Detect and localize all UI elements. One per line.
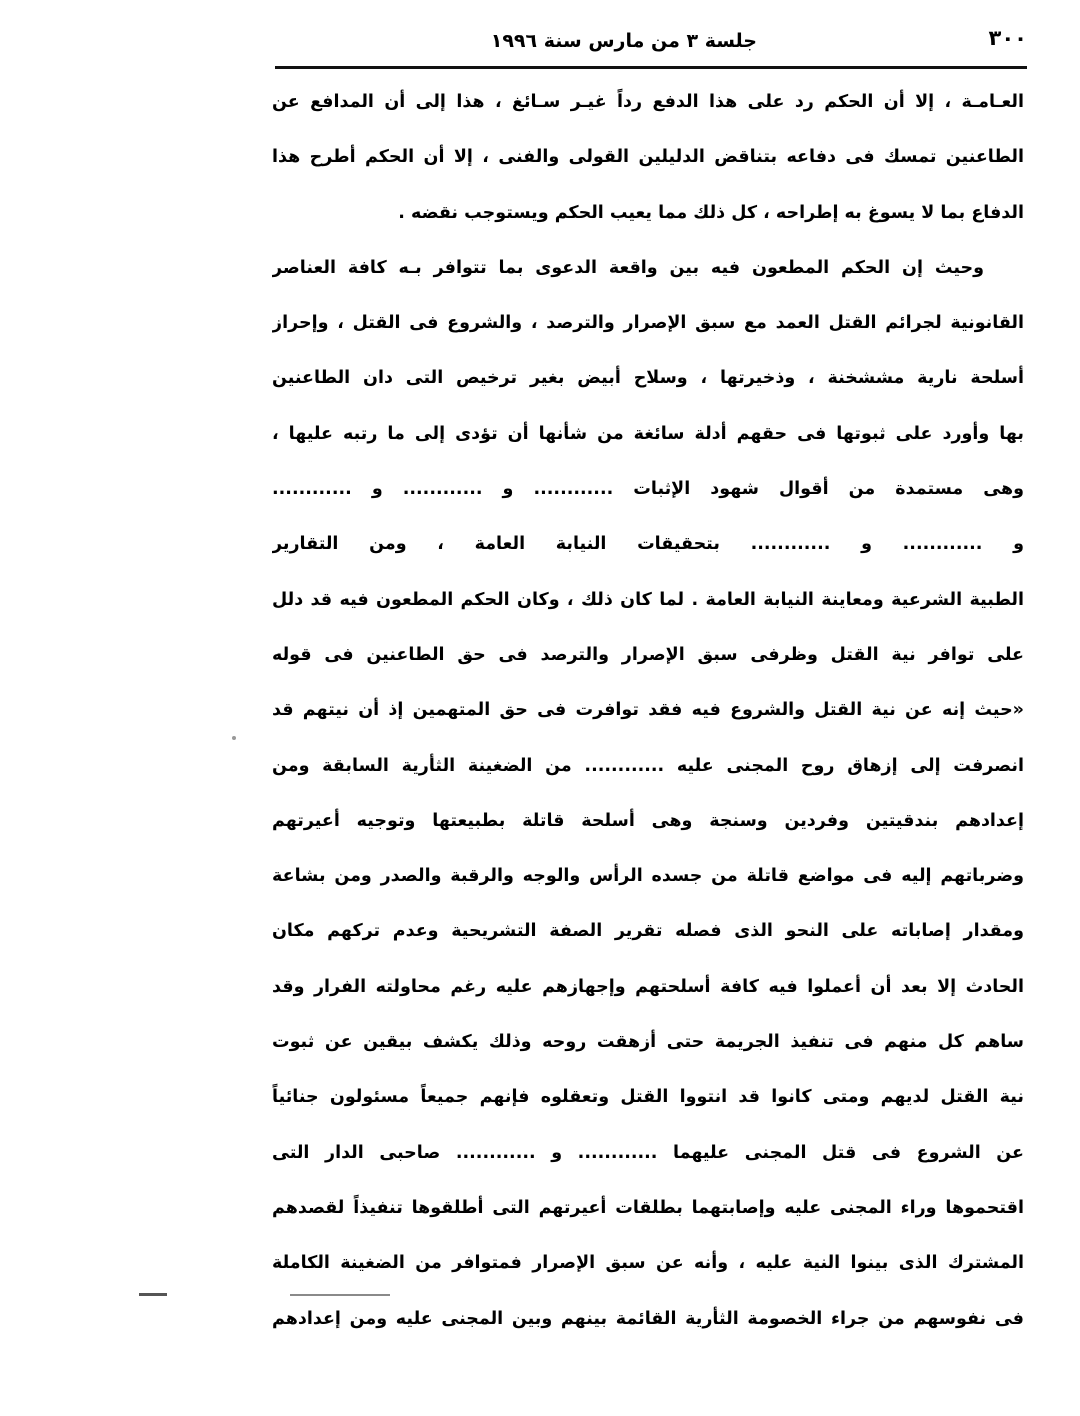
paragraph-start-line: وحيث إن الحكم المطعون فيه بين واقعة الدعوى بما تتوافر بـه كافة العناصر [272, 257, 984, 278]
text-line: عن الشروع فى قتل المجنى عليهما ............ و ............ صاحبى الدار التى [272, 1142, 1024, 1163]
text-line: فى نفوسهم من جراء الخصومة الثأرية القائمة بينهم وبين المجنى عليه ومن إعدادهم [272, 1308, 1024, 1329]
text-line: وضرباتهم إليه فى مواضع قاتلة من جسده الرأس والوجه والرقبة والصدر ومن بشاعة [272, 866, 1024, 887]
scan-artifact-line [290, 1294, 390, 1296]
text-line: نية القتل لديهم ومتى كانوا قد انتووا القتل وتعقلوه فإنهم جميعاً مسئولون جنائياً [272, 1087, 1024, 1108]
text-line: وهى مستمدة من أقوال شهود الإثبات ............ و ............ و ............ [272, 479, 1024, 500]
text-line: إعدادهم بندقيتين وفردين وسنجة وهى أسلحة قاتلة بطبيعتها وتوجيه أعيرتهم [272, 810, 1024, 831]
text-line: القانونية لجرائم القتل العمد مع سبق الإصرار والترصد ، والشروع فى القتل ، وإحراز [272, 313, 1024, 334]
text-line: ومقدار إصاباته على النحو الذى فصله تقرير الصفة التشريحية وعدم تركهم مكان [272, 921, 1024, 942]
text-line: الدفاع بما لا يسوغ به إطراحه ، كل ذلك مما يعيب الحكم ويستوجب نقضه . [398, 202, 1024, 223]
text-line: المشترك الذى بينوا النية عليه ، وأنه عن سبق الإصرار فمتوافر من الضغينة الكاملة [272, 1253, 1024, 1274]
text-line: على توافر نية القتل وظرفى سبق الإصرار والترصد فى حق الطاعنين فى قوله [272, 644, 1024, 665]
scan-speck [232, 736, 236, 740]
text-line: بها وأورد على ثبوتها فى حقهم أدلة سائغة من شأنها أن تؤدى إلى ما رتبه عليها ، [272, 423, 1024, 444]
page-header [275, 22, 1027, 70]
session-date-title: جلسة ٣ من مارس سنة ١٩٩٦ [490, 30, 757, 52]
text-line: «حيث إنه عن نية القتل والشروع فيه فقد توافرت فى حق المتهمين إذ أن نيتهم قد [272, 700, 1024, 721]
text-line: أسلحة نارية مششخنة ، وذخيرتها ، وسلاح أبيض بغير ترخيص التى دان الطاعنين [272, 368, 1024, 389]
page-number: ٣٠٠ [988, 26, 1027, 50]
text-line: و ............ و ............ بتحقيقات النيابة العامة ، ومن التقارير [272, 534, 1024, 555]
document-body [272, 84, 1024, 1356]
scan-artifact-mark [139, 1293, 167, 1296]
text-line: الطبية الشرعية ومعاينة النيابة العامة . لما كان ذلك ، وكان الحكم المطعون فيه قد دلل [272, 589, 1024, 610]
text-line: العـامـة ، إلا أن الحكم رد على هذا الدفع رداً غيـر سـائغ ، هذا إلى أن المدافع عن [272, 92, 1024, 112]
header-divider [275, 66, 1027, 69]
text-line: ساهم كل منهم فى تنفيذ الجريمة حتى أزهقت روحه وذلك يكشف بيقين عن ثبوت [272, 1032, 1024, 1053]
text-line: الحادث إلا بعد أن أعملوا فيه كافة أسلحتهم وإجهازهم عليه رغم محاولته الفرار وقد [272, 976, 1024, 997]
text-line: انصرفت إلى إزهاق روح المجنى عليه ............ من الضغينة الثأرية السابقة ومن [272, 755, 1024, 776]
text-line: الطاعنين تمسك فى دفاعه بتناقض الدليلين القولى والفنى ، إلا أن الحكم أطرح هذا [272, 147, 1024, 168]
text-line: اقتحموها وراء المجنى عليه وإصابتهما بطلقات أعيرتهم التى أطلقوها تنفيذاً لقصدهم [272, 1197, 1024, 1218]
